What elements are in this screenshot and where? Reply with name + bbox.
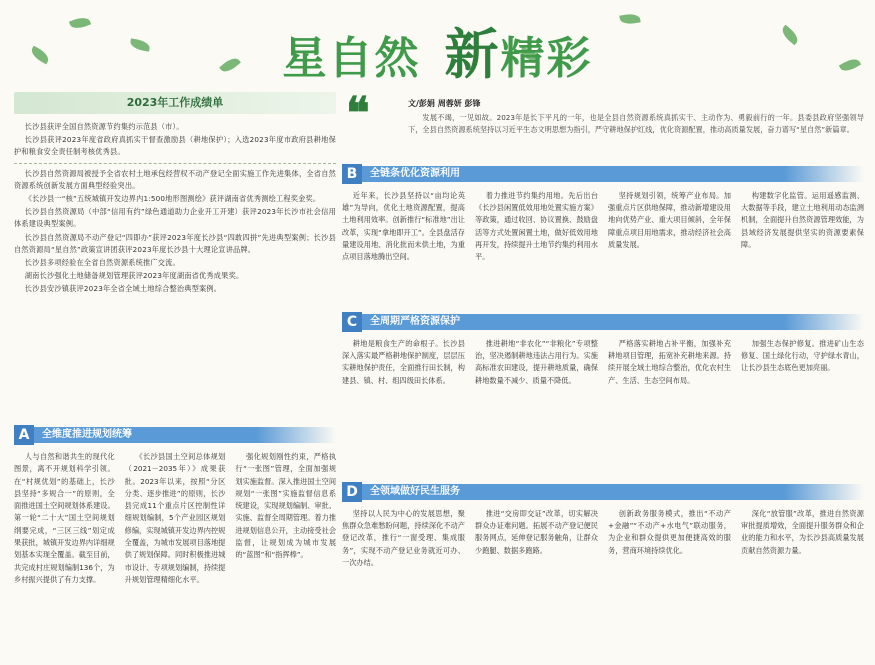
text-column [475, 508, 598, 638]
lead-paragraph: 发展不竭，一见如故。2023年是长下平凡的一年，也是全县自然资源系统真抓实干、主动作为、勇毅前行的一年。县委县政府坚强领导下，全县自然资源系统坚持以习近平生态文明思想为指引，严守耕地保护红线，优化资源配置，推动高质量发展，奋力谱写“星自然”新篇章。 [408, 113, 864, 135]
paragraph: 严格落实耕地占补平衡，加强补充耕地项目管理，拓宽补充耕地来源。持续开展全域土地综合整治，优化农村生产、生活、生态空间布局。 [608, 339, 731, 385]
paragraph: 创新政务服务模式，推出“不动产+金融”“不动产+水电气”联动服务，为企业和群众提供更加便捷高效的服务，营商环境持续优化。 [608, 509, 731, 555]
right-column [342, 90, 864, 638]
paragraph: 近年来，长沙县坚持以“亩均论英雄”为导向，优化土地资源配置，提高土地利用效率。创新推行“标准地”出让改革，实现“拿地即开工”。全县盘活存量建设用地、消化批而未供土地，为重点项目落地腾出空间。 [342, 191, 465, 262]
paragraph: 构建数字化监管。运用遥感监测、大数据等手段，建立土地利用动态监测机制，全面提升自然资源管理效能，为县域经济发展提供坚实的资源要素保障。 [741, 191, 864, 249]
text-column [342, 508, 465, 638]
section-b-header [342, 164, 864, 184]
paragraph: 强化规划刚性约束，严格执行“一张图”管理，全面加强规划实施监督。深入推进国土空间规划“一张图”实施监督信息系统建设，实现规划编制、审批、实施、监督全周期管理。着力推进规划信息公开，主动接受社会监督，让规划成为城市发展的“蓝图”和“指挥棒”。 [235, 452, 337, 560]
section-d [342, 482, 864, 638]
paragraph: 坚持以人民为中心的发展思想，聚焦群众急难愁盼问题，持续深化不动产登记改革，推行“一窗受理、集成服务”，实现不动产登记业务就近可办、一次办结。 [342, 509, 465, 567]
paragraph: 着力推进节约集约用地。先后出台《长沙县闲置低效用地处置实施方案》等政策，通过收回、协议置换、鼓励盘活等方式处置闲置土地，做好低效用地再开发，持续提升土地节约集约利用水平。 [475, 191, 598, 262]
paragraph: 加强生态保护修复。推进矿山生态修复、国土绿化行动，守护绿水青山，让长沙县生态底色更加亮丽。 [741, 339, 864, 373]
paragraph: 耕地是粮食生产的命根子。长沙县深入落实最严格耕地保护制度，层层压实耕地保护责任，全面推行田长制，构建县、镇、村、组四级田长体系。 [342, 339, 465, 385]
paragraph: 人与自然和谐共生的现代化图景，离不开规划科学引领。在“村规优划”的基础上，长沙县坚持“多规合一”的原则，全面推进国土空间规划体系建设。第一轮“二十大”国土空间规划纲要完成，“三区三线”划定成果获批，城镇开发边界内详细规划基本实现全覆盖。截至目前，共完成村庄规划编制136个，为乡村振兴提供了有力支撑。 [14, 452, 115, 584]
highlight-item: 长沙县多项经验在全省自然资源系统推广交流。 [24, 258, 180, 268]
text-column [608, 338, 731, 478]
highlight-item: 长沙县自然资源局（中部“信用有约”绿色通道助力企业开工开建）获评2023年长沙市社会信用体系建设典型案例。 [14, 207, 336, 229]
section-title: 全链条优化资源利用 [362, 166, 864, 182]
highlight-item: 长沙县获评全国自然资源节约集约示范县（市）。 [24, 122, 184, 131]
text-column [125, 451, 226, 661]
section-title: 全领域做好民生服务 [362, 484, 864, 500]
text-column [475, 190, 598, 308]
divider [14, 163, 336, 164]
section-title: 全维度推进规划统筹 [34, 427, 336, 443]
section-a [14, 425, 336, 661]
section-d-header [342, 482, 864, 502]
section-letter: D [342, 482, 362, 502]
section-d-body [342, 508, 864, 638]
text-column [342, 190, 465, 308]
text-column [741, 190, 864, 308]
quote-mark-icon: ❝ [346, 88, 370, 139]
text-column [235, 451, 336, 661]
section-c [342, 312, 864, 478]
text-column [342, 338, 465, 478]
highlight-item: 长沙县安沙镇获评2023年全省全域土地综合整治典型案例。 [24, 284, 222, 294]
section-a-header [14, 425, 336, 445]
title-part-b: 新 [444, 22, 501, 86]
intro [342, 90, 864, 160]
text-column [14, 451, 115, 661]
section-letter: B [342, 164, 362, 184]
section-a-body [14, 451, 336, 661]
text-column [608, 508, 731, 638]
highlight-item: 长沙县自然资源局不动产登记“四即办”获评2023年度长沙县“四敢四拼”先进典型案例；长沙县自然资源局“星自然”政策宣讲团获评2023年度长沙县十大理论宣讲品牌。 [14, 232, 336, 254]
text-column [608, 190, 731, 308]
text-column [475, 338, 598, 478]
left-column [14, 92, 337, 584]
section-c-body [342, 338, 864, 478]
text-column [741, 508, 864, 638]
paragraph: 推进“交房即交证”改革，切实解决群众办证难问题。拓展不动产登记便民服务网点，延伸登记服务触角，让群众少跑腿、数据多跑路。 [475, 509, 598, 555]
text-column [741, 338, 864, 478]
title-part-a: 星自然 [282, 33, 421, 84]
paragraph: 深化“放管服”改革，推进自然资源审批提质增效，全面提升服务群众和企业的能力和水平，为长沙县高质量发展贡献自然资源力量。 [741, 509, 864, 555]
highlight-item: 湖南长沙强化土地储备规划管理获评2023年度湖南省优秀成果奖。 [24, 271, 244, 281]
highlight-item: 长沙县自然资源局被授予全省农村土地承包经营权不动产登记全面实施工作先进集体，全省自然资源系统创新发展方面典型经验突出。 [14, 168, 336, 190]
byline: 文/彭娟 周蓉妍 彭锋 [408, 99, 481, 108]
paragraph: 推进耕地“非农化”“非粮化”专项整治，坚决遏制耕地违法占用行为。实施高标准农田建设，提升耕地质量，确保耕地数量不减少、质量不降低。 [475, 339, 598, 385]
section-b-body [342, 190, 864, 308]
section-title: 全周期严格资源保护 [362, 314, 864, 330]
title-part-c: 精彩 [500, 33, 593, 84]
highlight-item: 《长沙县一“核”五统城镇开发边界内1:500地形图测绘》获评湖南省优秀测绘工程奖金奖。 [24, 194, 321, 204]
paragraph: 坚持规划引领，统筹产业布局。加强重点片区供地保障，推动新增建设用地向优势产业、重大项目倾斜，全年保障重点项目用地需求，推动经济社会高质量发展。 [608, 191, 731, 249]
highlights-title: 2023年工作成绩单 [14, 92, 336, 114]
page-title [0, 12, 875, 89]
section-letter: C [342, 312, 362, 332]
paragraph: 《长沙县国土空间总体规划（2021－2035年）》成果获批。2023年以来，按照“分区分类、逐步推进”的原则，长沙县完成11个重点片区控制性详细规划编制，5个产业园区规划修编，实现城镇开发边界内控规全覆盖，为城市发展项目落地提供了规划保障。同时积极推进城市设计、专项规划编制，持续提升规划管理精细化水平。 [124, 452, 226, 584]
section-b [342, 164, 864, 308]
highlight-item: 长沙县获评2023年度省政府真抓实干督查激励县（耕地保护）；入选2023年度市政府县耕地保护和粮食安全责任制考核优秀县。 [14, 135, 336, 157]
section-letter: A [14, 425, 34, 445]
section-c-header [342, 312, 864, 332]
page-header [0, 0, 875, 88]
highlights-list [14, 121, 336, 296]
